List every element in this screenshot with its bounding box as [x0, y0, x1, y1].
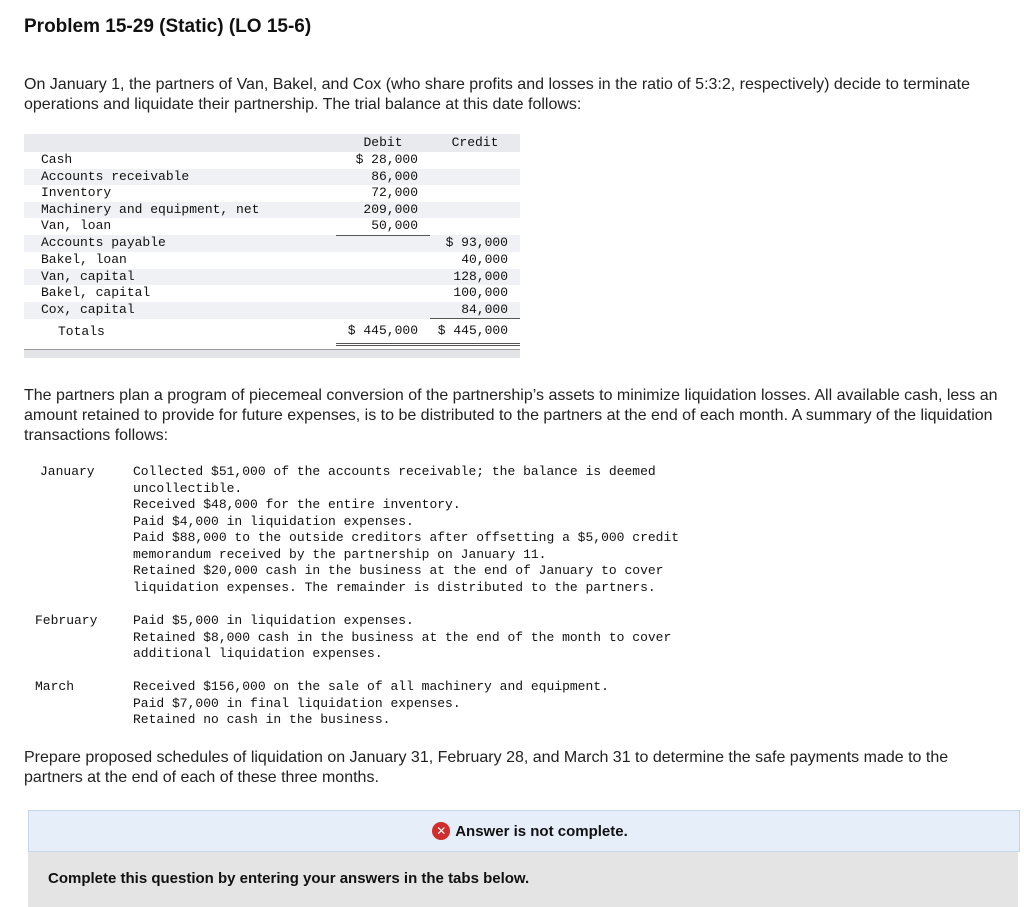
table-row: [24, 185, 520, 202]
credit-total: $ 445,000: [430, 319, 520, 345]
credit-amount: [430, 202, 520, 219]
debit-amount: [336, 269, 430, 286]
problem-title: Problem 15-29 (Static) (LO 15-6): [24, 16, 312, 37]
prepare-paragraph: Prepare proposed schedules of liquidation on January 31, February 28, and March 31 to determine the safe payments made to the partners at the end of each of these three months.: [24, 749, 949, 786]
instruction-banner: [28, 852, 1018, 907]
debit-amount: 50,000: [336, 218, 430, 235]
month-label: February: [35, 613, 98, 628]
transaction-line: Paid $4,000 in liquidation expenses.: [133, 513, 414, 529]
plan-paragraph: The partners plan a program of piecemeal conversion of the partnership’s assets to minimize liquidation losses. All available cash, less an amount retained to provide for future expenses, is to be distributed to the partners at the end of each month. A summary of the liquidation transactions follows:: [24, 387, 998, 444]
transaction-line: memorandum received by the partnership on January 11.: [133, 546, 547, 562]
account-name: Bakel, loan: [41, 252, 127, 267]
answer-status-banner: [28, 810, 1020, 852]
transaction-line: Paid $7,000 in final liquidation expenses.: [133, 695, 461, 711]
intro-paragraph: On January 1, the partners of Van, Bakel, and Cox (who share profits and losses in the ratio of 5:3:2, respectively) decide to terminate operations and liquidate their partnership. The trial balance at this date follows:: [24, 76, 970, 113]
credit-amount: [430, 185, 520, 202]
account-name: Machinery and equipment, net: [24, 202, 336, 219]
table-row: [24, 269, 520, 286]
table-row: [24, 152, 520, 169]
credit-amount: 84,000: [430, 302, 520, 319]
transaction-line: Received $156,000 on the sale of all machinery and equipment.: [133, 679, 609, 694]
table-row: [24, 285, 520, 302]
debit-amount: [336, 302, 430, 319]
debit-amount: [336, 252, 430, 269]
transaction-line: uncollectible.: [133, 480, 243, 496]
table-bottom-rule: [24, 349, 520, 358]
account-name: Accounts payable: [24, 235, 336, 252]
transaction-line: liquidation expenses. The remainder is distributed to the partners.: [133, 579, 656, 595]
credit-amount: 100,000: [453, 285, 508, 300]
month-label: January: [40, 464, 95, 479]
debit-amount: 86,000: [336, 169, 430, 186]
transaction-line: Received $48,000 for the entire inventory.: [133, 497, 461, 512]
account-name: Bakel, capital: [41, 285, 151, 300]
transaction-line: Paid $88,000 to the outside creditors after offsetting a $5,000 credit: [133, 530, 680, 545]
transaction-line: additional liquidation expenses.: [133, 646, 383, 661]
transaction-line: Retained $20,000 cash in the business at the end of January to cover: [133, 563, 664, 578]
debit-amount: [336, 285, 430, 302]
credit-amount: 128,000: [430, 269, 520, 286]
credit-amount: $ 93,000: [430, 235, 520, 252]
instruction-text: Complete this question by entering your answers in the tabs below.: [48, 870, 530, 887]
account-name: Accounts receivable: [24, 169, 336, 186]
transaction-line: Retained $8,000 cash in the business at the end of the month to cover: [133, 629, 672, 645]
debit-column-header: Debit: [336, 134, 430, 152]
debit-amount: $ 28,000: [355, 152, 418, 167]
credit-column-header: Credit: [430, 134, 520, 152]
account-name: Cox, capital: [24, 302, 336, 319]
totals-label: Totals: [58, 323, 105, 339]
table-row: [24, 202, 520, 219]
month-label: March: [35, 679, 75, 694]
totals-row: [24, 319, 520, 345]
transaction-line: Retained no cash in the business.: [133, 712, 391, 727]
transaction-line: Collected $51,000 of the accounts receivable; the balance is deemed: [133, 464, 656, 479]
table-row: [24, 252, 520, 269]
account-name: Inventory: [41, 185, 112, 200]
answer-status-text: Answer is not complete.: [455, 822, 628, 840]
credit-amount: [430, 218, 520, 235]
account-column-header: [24, 134, 336, 152]
x-circle-icon: ✕: [432, 822, 450, 840]
table-row: [24, 169, 520, 186]
debit-total: $ 445,000: [336, 319, 430, 345]
debit-amount: [336, 235, 430, 252]
trial-balance-header: [24, 134, 520, 152]
trial-balance-table: [24, 134, 520, 346]
account-name: Van, loan: [41, 218, 112, 234]
table-row: [24, 235, 520, 252]
credit-amount: [430, 152, 520, 169]
debit-amount: 209,000: [336, 202, 430, 219]
credit-amount: 40,000: [461, 252, 508, 267]
account-name: Van, capital: [24, 269, 336, 286]
table-row: [24, 218, 520, 235]
table-row: [24, 302, 520, 319]
transaction-line: Paid $5,000 in liquidation expenses.: [133, 613, 414, 628]
credit-amount: [430, 169, 520, 186]
account-name: Cash: [41, 152, 73, 167]
debit-amount: 72,000: [371, 185, 418, 200]
